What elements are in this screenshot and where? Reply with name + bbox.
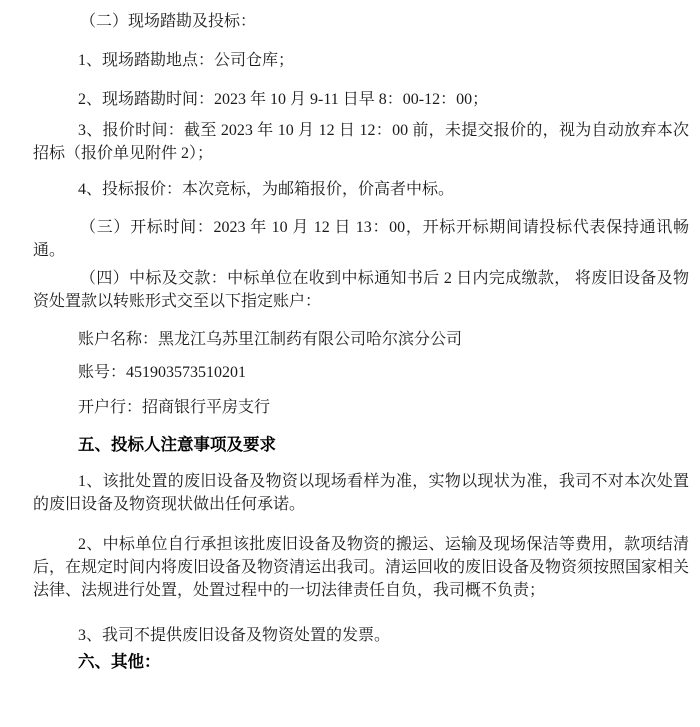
notice-item-removal-costs: 2、中标单位自行承担该批废旧设备及物资的搬运、运输及现场保洁等费用，款项结清后，在规定时间内将废旧设备及物资清运出我司。清运回收的废旧设备及物资须按照国家相关法律、法规进行处置，处置过程中的一切法律责任自负，我司概不负责； bbox=[33, 536, 690, 599]
notice-item-as-is-condition: 1、该批处置的废旧设备及物资以现场看样为准，实物以现状为准，我司不对本次处置的废旧设备及物资现状做出任何承诺。 bbox=[33, 473, 689, 513]
account-number-line: 账号：451903573510201 bbox=[78, 364, 247, 381]
account-name-line: 账户名称：黑龙江乌苏里江制药有限公司哈尔滨分公司 bbox=[78, 331, 463, 348]
bank-branch-line: 开户行：招商银行平房支行 bbox=[78, 399, 271, 416]
item-quote-deadline: 3、报价时间：截至 2023 年 10 月 12 日 12：00 前，未提交报价的，视为自动放弃本次招标（报价单见附件 2）； bbox=[33, 122, 689, 162]
section-3-bid-opening-time: （三）开标时间：2023 年 10 月 12 日 13：00，开标开标期间请投标代表保持通讯畅通。 bbox=[33, 219, 689, 259]
item-bid-quote-method: 4、投标报价：本次竞标，为邮箱报价，价高者中标。 bbox=[78, 181, 455, 198]
section-5-heading: 五、投标人注意事项及要求 bbox=[78, 436, 276, 454]
section-2-subheading: （二）现场踏勘及投标： bbox=[80, 13, 257, 30]
notice-item-no-invoice: 3、我司不提供废旧设备及物资处置的发票。 bbox=[78, 627, 391, 644]
section-6-heading: 六、其他： bbox=[78, 653, 161, 671]
item-site-survey-time: 2、现场踏勘时间：2023 年 10 月 9-11 日早 8：00-12：00； bbox=[78, 91, 489, 108]
section-4-award-and-payment: （四）中标及交款：中标单位在收到中标通知书后 2 日内完成缴款， 将废旧设备及物资处置款以转账形式交至以下指定账户： bbox=[33, 270, 689, 310]
item-site-survey-location: 1、现场踏勘地点：公司仓库； bbox=[78, 52, 295, 69]
